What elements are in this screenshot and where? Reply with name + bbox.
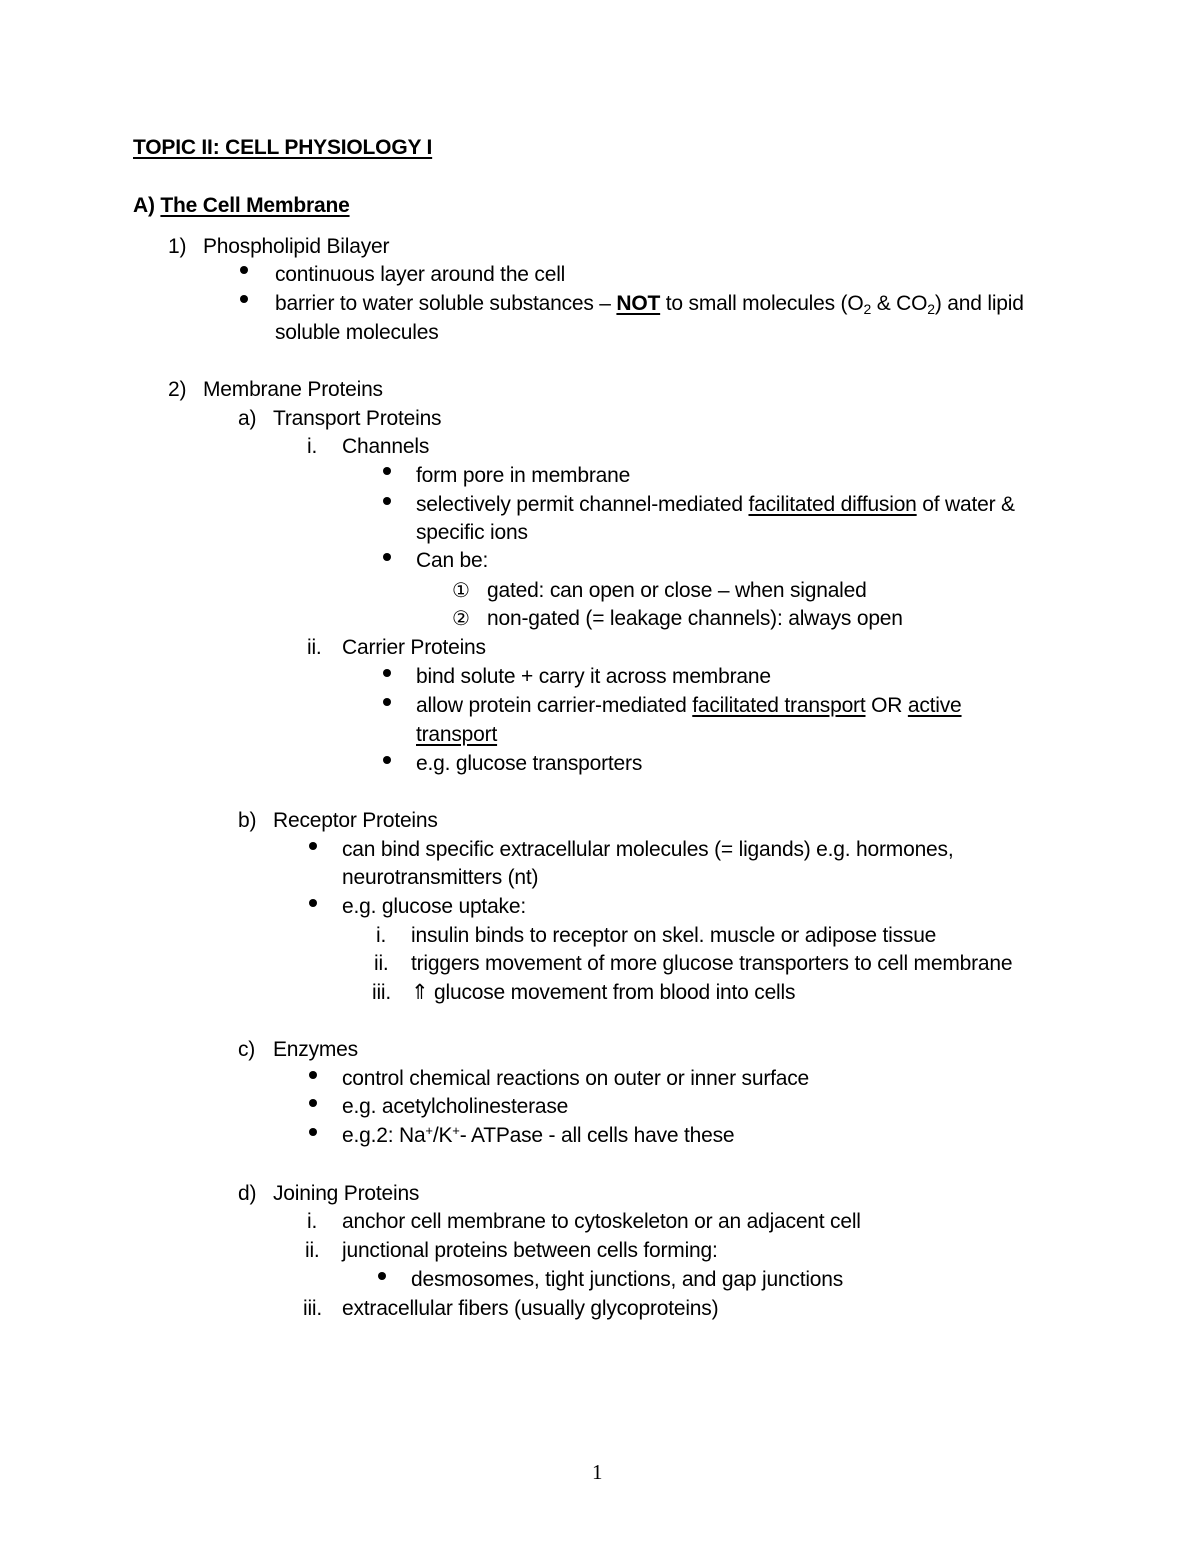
text-segment: /K — [432, 1124, 453, 1147]
subscript: 2 — [927, 301, 935, 317]
sub-d-marker: d) — [238, 1182, 257, 1205]
bullet-icon — [378, 1272, 386, 1280]
bullet-icon — [240, 266, 248, 274]
joining-3-marker: iii. — [303, 1297, 323, 1320]
superscript: + — [452, 1123, 460, 1138]
item-2-number: 2) — [168, 378, 187, 401]
circled-one-icon: ① — [452, 580, 470, 602]
text-segment: selectively permit channel-mediated — [416, 493, 749, 516]
enzymes-bullet-1: control chemical reactions on outer or inner surface — [342, 1067, 810, 1090]
bullet-icon — [309, 1071, 317, 1079]
item-2-label: Membrane Proteins — [203, 378, 383, 401]
text-segment: OR — [865, 694, 908, 717]
item-1-label: Phospholipid Bilayer — [203, 235, 390, 258]
channels-bullet-1: form pore in membrane — [416, 464, 631, 487]
channels-bullet-2-cont: specific ions — [416, 521, 528, 544]
superscript: + — [425, 1123, 433, 1138]
text-segment: barrier to water soluble substances – — [275, 292, 617, 315]
item-1-bullet-2 — [275, 290, 1024, 318]
bullet-icon — [383, 497, 391, 505]
uptake-step-1-marker: i. — [376, 924, 387, 947]
receptor-bullet-2: e.g. glucose uptake: — [342, 895, 526, 918]
bullet-icon — [309, 899, 317, 907]
item-1-number: 1) — [168, 235, 187, 258]
text-segment: allow protein carrier-mediated — [416, 694, 693, 717]
bullet-icon — [309, 1128, 317, 1136]
term-facilitated-transport: facilitated transport — [692, 694, 866, 717]
document-title: TOPIC II: CELL PHYSIOLOGY I — [133, 136, 433, 159]
text-segment: to small molecules (O — [660, 292, 864, 315]
carrier-marker: ii. — [307, 636, 322, 659]
uptake-step-2: triggers movement of more glucose transporters to cell membrane — [411, 952, 1013, 975]
uptake-step-1: insulin binds to receptor on skel. muscle or adipose tissue — [411, 924, 937, 947]
enzymes-bullet-3 — [342, 1122, 734, 1150]
receptor-bullet-1: can bind specific extracellular molecules (= ligands) e.g. hormones, — [342, 838, 954, 861]
section-a-heading — [133, 192, 350, 220]
channel-type-gated: gated: can open or close – when signaled — [487, 579, 867, 602]
section-a-marker: A) — [133, 194, 155, 217]
joining-1: anchor cell membrane to cytoskeleton or an adjacent cell — [342, 1210, 861, 1233]
term-active: active — [907, 694, 962, 717]
sub-c-marker: c) — [238, 1038, 256, 1061]
section-a-title: The Cell Membrane — [160, 194, 350, 217]
text-segment: e.g.2: Na — [342, 1124, 426, 1147]
page-number: 1 — [592, 1460, 603, 1484]
uptake-step-3: ⇑ glucose movement from blood into cells — [411, 981, 796, 1004]
enzymes-bullet-2: e.g. acetylcholinesterase — [342, 1095, 569, 1118]
bullet-icon — [383, 669, 391, 677]
subscript: 2 — [863, 301, 872, 317]
sub-a-label: Transport Proteins — [273, 407, 442, 430]
bullet-icon — [383, 698, 391, 706]
sub-b-label: Receptor Proteins — [273, 809, 438, 832]
bullet-icon — [383, 756, 391, 764]
uptake-step-2-marker: ii. — [374, 952, 389, 975]
sub-a-marker: a) — [238, 407, 257, 430]
joining-3: extracellular fibers (usually glycoproteins) — [342, 1297, 719, 1320]
uptake-step-3-marker: iii. — [372, 981, 392, 1004]
receptor-bullet-1-cont: neurotransmitters (nt) — [342, 866, 539, 889]
channels-marker: i. — [307, 435, 318, 458]
term-facilitated-diffusion: facilitated diffusion — [748, 493, 917, 516]
item-1-bullet-1: continuous layer around the cell — [275, 263, 566, 286]
bullet-icon — [383, 467, 391, 475]
circled-two-icon: ② — [452, 608, 470, 630]
channels-bullet-3: Can be: — [416, 549, 489, 572]
carrier-bullet-2 — [416, 692, 962, 720]
item-1-bullet-2-cont: soluble molecules — [275, 321, 439, 344]
carrier-label: Carrier Proteins — [342, 636, 486, 659]
term-transport: transport — [416, 723, 498, 746]
text-segment: of water & — [916, 493, 1015, 516]
channel-type-non-gated: non-gated (= leakage channels): always open — [487, 607, 903, 630]
joining-1-marker: i. — [307, 1210, 318, 1233]
bullet-icon — [309, 1099, 317, 1107]
emphasis-not: NOT — [616, 292, 661, 315]
joining-2-marker: ii. — [305, 1239, 320, 1262]
text-segment: ) and lipid — [934, 292, 1024, 315]
channels-bullet-2 — [416, 491, 1015, 519]
bullet-icon — [383, 553, 391, 561]
text-segment: - ATPase - all cells have these — [459, 1124, 735, 1147]
carrier-bullet-3: e.g. glucose transporters — [416, 752, 643, 775]
joining-2: junctional proteins between cells forming: — [342, 1239, 718, 1262]
sub-b-marker: b) — [238, 809, 257, 832]
text-segment: & CO — [871, 292, 928, 315]
sub-d-label: Joining Proteins — [273, 1182, 420, 1205]
channels-label: Channels — [342, 435, 430, 458]
sub-c-label: Enzymes — [273, 1038, 358, 1061]
bullet-icon — [240, 295, 248, 303]
joining-2-bullet: desmosomes, tight junctions, and gap junctions — [411, 1268, 844, 1291]
bullet-icon — [309, 842, 317, 850]
carrier-bullet-1: bind solute + carry it across membrane — [416, 665, 771, 688]
